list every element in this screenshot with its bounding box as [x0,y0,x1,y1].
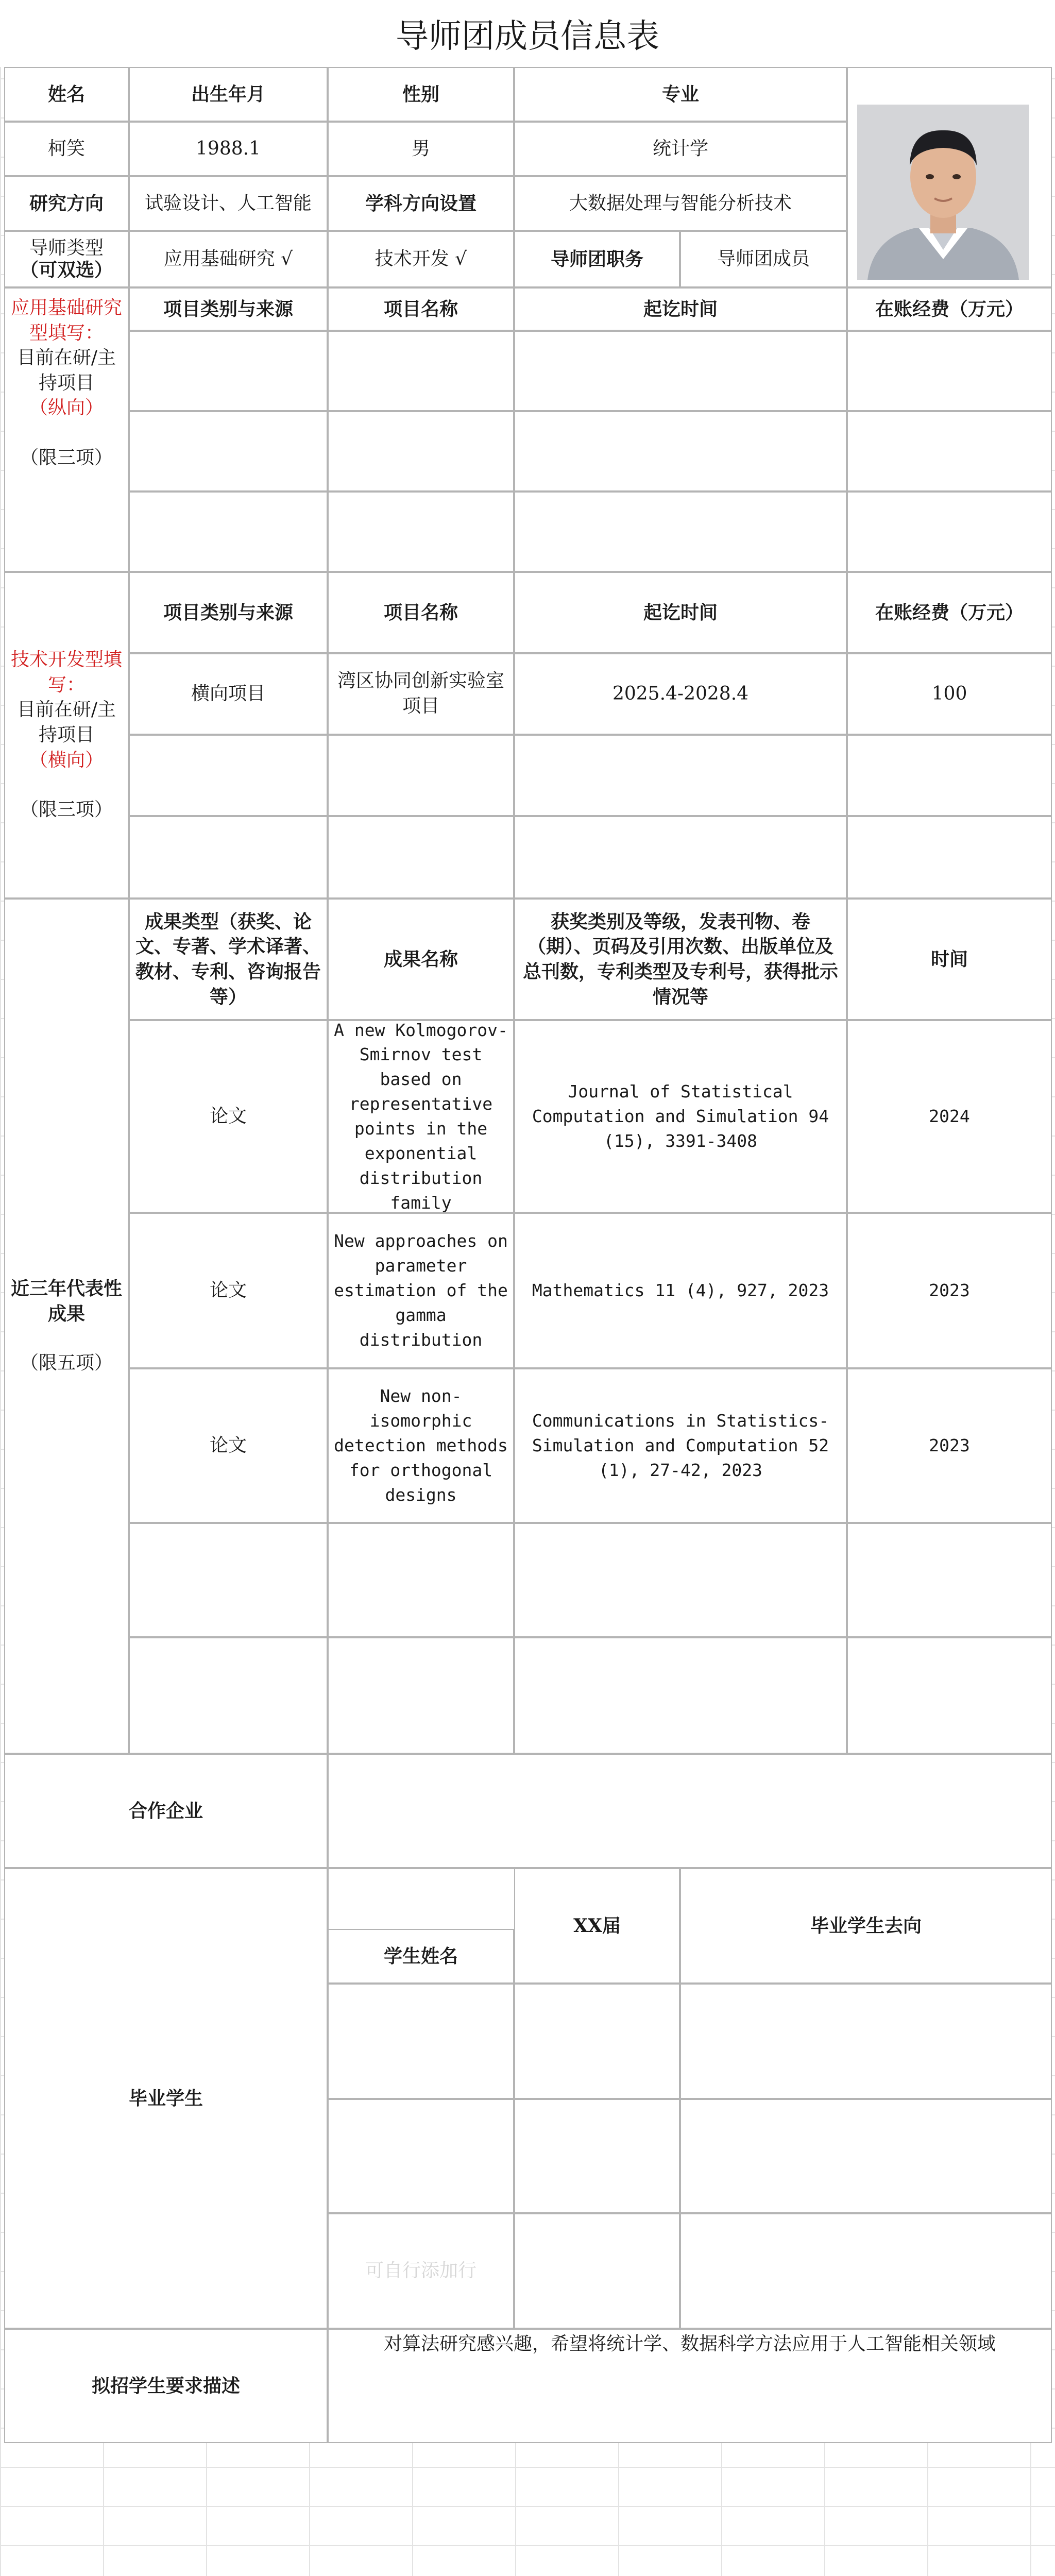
table-cell[interactable]: 100 [847,653,1052,735]
position-value[interactable]: 导师团成员 [680,231,847,287]
major-value[interactable]: 统计学 [514,122,847,176]
table-cell[interactable] [328,1523,514,1637]
applied-side-black: 目前在研/主持项目 [16,347,116,394]
applied-side-paren: （纵向） [29,397,104,419]
table-cell[interactable] [328,492,514,572]
table-cell[interactable]: Communications in Statistics-Simulation and Computation 52 (1), 27-42, 2023 [514,1368,847,1523]
table-cell[interactable]: 2025.4-2028.4 [514,653,847,735]
table-cell[interactable]: 论文 [129,1020,328,1213]
tech-side-paren: （横向） [29,749,104,771]
major-label: 专业 [514,67,847,122]
table-cell[interactable]: 论文 [129,1213,328,1368]
applied-section-label [4,287,129,572]
tutor-type-label [4,231,129,287]
table-cell[interactable] [514,331,847,411]
table-cell[interactable] [514,411,847,492]
name-label: 姓名 [4,67,129,122]
achievements-header-type: 成果类型（获奖、论文、专著、学术译著、教材、专利、咨询报告等） [129,899,328,1020]
table-cell[interactable] [129,1523,328,1637]
table-cell[interactable]: 论文 [129,1368,328,1523]
table-cell[interactable] [514,2099,680,2213]
tech-header-funds: 在账经费（万元） [847,572,1052,653]
achievements-header-name: 成果名称 [328,899,514,1020]
tutor-type-label-main: 导师类型 [29,237,104,259]
discipline-label: 学科方向设置 [328,176,514,231]
table-cell[interactable] [847,331,1052,411]
gender-label: 性别 [328,67,514,122]
tech-side-red: 技术开发型填写： [10,649,122,696]
achievements-side-limit: （限五项） [20,1352,113,1374]
tutor-type-option-tech[interactable]: 技术开发 √ [328,231,514,287]
table-cell[interactable]: Mathematics 11 (4), 927, 2023 [514,1213,847,1368]
table-cell[interactable]: Journal of Statistical Computation and Simulation 94 (15), 3391-3408 [514,1020,847,1213]
achievements-side-label: 近三年代表性成果 [10,1278,122,1325]
requirements-value[interactable]: 对算法研究感兴趣，希望将统计学、数据科学方法应用于人工智能相关领域 [328,2329,1052,2443]
table-cell[interactable] [847,411,1052,492]
table-cell[interactable] [328,2099,514,2213]
table-cell[interactable] [328,411,514,492]
graduates-header-destination: 毕业学生去向 [680,1868,1052,1984]
name-value[interactable]: 柯笑 [4,122,129,176]
table-cell[interactable] [847,1523,1052,1637]
tutor-type-label-sub: （可双选） [20,259,113,281]
tech-header-name: 项目名称 [328,572,514,653]
table-cell[interactable]: 湾区协同创新实验室项目 [328,653,514,735]
table-cell[interactable]: 横向项目 [129,653,328,735]
tech-header-period: 起讫时间 [514,572,847,653]
applied-header-category: 项目类别与来源 [129,287,328,331]
tech-header-category: 项目类别与来源 [129,572,328,653]
table-cell[interactable] [129,735,328,816]
table-cell[interactable] [514,1523,847,1637]
birth-value[interactable]: 1988.1 [129,122,328,176]
table-cell[interactable] [328,1984,514,2099]
table-cell[interactable]: A new Kolmogorov-Smirnov test based on representative points in the exponential distribution family [328,1020,514,1213]
table-cell[interactable] [129,816,328,899]
applied-side-limit: （限三项） [20,447,113,468]
portrait-image [857,105,1029,280]
cooperation-label: 合作企业 [4,1754,328,1868]
table-cell[interactable] [328,816,514,899]
tech-section-label [4,572,129,899]
table-cell[interactable]: 2023 [847,1368,1052,1523]
discipline-value[interactable]: 大数据处理与智能分析技术 [514,176,847,231]
achievements-header-time: 时间 [847,899,1052,1020]
cooperation-value[interactable] [328,1754,1052,1868]
page-title: 导师团成员信息表 [0,0,1055,67]
graduates-header-class: XX届 [514,1868,680,1984]
table-cell[interactable] [680,1984,1052,2099]
table-cell[interactable] [129,492,328,572]
graduates-header-name: 学生姓名 [328,1930,514,1984]
table-cell[interactable] [847,492,1052,572]
table-cell[interactable] [847,816,1052,899]
table-cell[interactable] [514,1637,847,1754]
table-cell[interactable]: 2023 [847,1213,1052,1368]
table-cell[interactable] [847,735,1052,816]
table-cell[interactable] [129,1637,328,1754]
table-cell[interactable] [680,2213,1052,2329]
table-cell[interactable] [514,816,847,899]
achievements-section-label [4,899,129,1754]
add-row-hint[interactable]: 可自行添加行 [328,2213,514,2329]
table-cell[interactable] [129,331,328,411]
birth-label: 出生年月 [129,67,328,122]
applied-header-period: 起讫时间 [514,287,847,331]
achievements-header-details: 获奖类别及等级，发表刊物、卷（期）、页码及引用次数、出版单位及总刊数，专利类型及专利号，获得批示情况等 [514,899,847,1020]
graduates-label: 毕业学生 [4,1868,328,2329]
tech-side-black: 目前在研/主持项目 [16,699,116,745]
research-value[interactable]: 试验设计、人工智能 [129,176,328,231]
table-cell[interactable] [328,331,514,411]
profile-photo [857,105,1029,280]
table-cell[interactable] [680,2099,1052,2213]
position-label: 导师团职务 [514,231,680,287]
tech-side-limit: （限三项） [20,799,113,821]
requirements-label: 拟招学生要求描述 [4,2329,328,2443]
table-cell[interactable] [514,492,847,572]
table-cell[interactable]: New approaches on parameter estimation of the gamma distribution [328,1213,514,1368]
table-cell[interactable]: 2024 [847,1020,1052,1213]
table-cell[interactable] [129,411,328,492]
table-cell[interactable] [847,1637,1052,1754]
table-cell[interactable] [514,1984,680,2099]
table-cell[interactable] [328,735,514,816]
table-cell[interactable] [514,2213,680,2329]
gender-value[interactable]: 男 [328,122,514,176]
applied-side-red: 应用基础研究型填写： [10,297,122,344]
table-cell[interactable] [328,1637,514,1754]
table-cell[interactable]: New non-isomorphic detection methods for orthogonal designs [328,1368,514,1523]
applied-header-funds: 在账经费（万元） [847,287,1052,331]
table-cell[interactable] [514,735,847,816]
research-label: 研究方向 [4,176,129,231]
applied-header-name: 项目名称 [328,287,514,331]
tutor-type-option-applied[interactable]: 应用基础研究 √ [129,231,328,287]
